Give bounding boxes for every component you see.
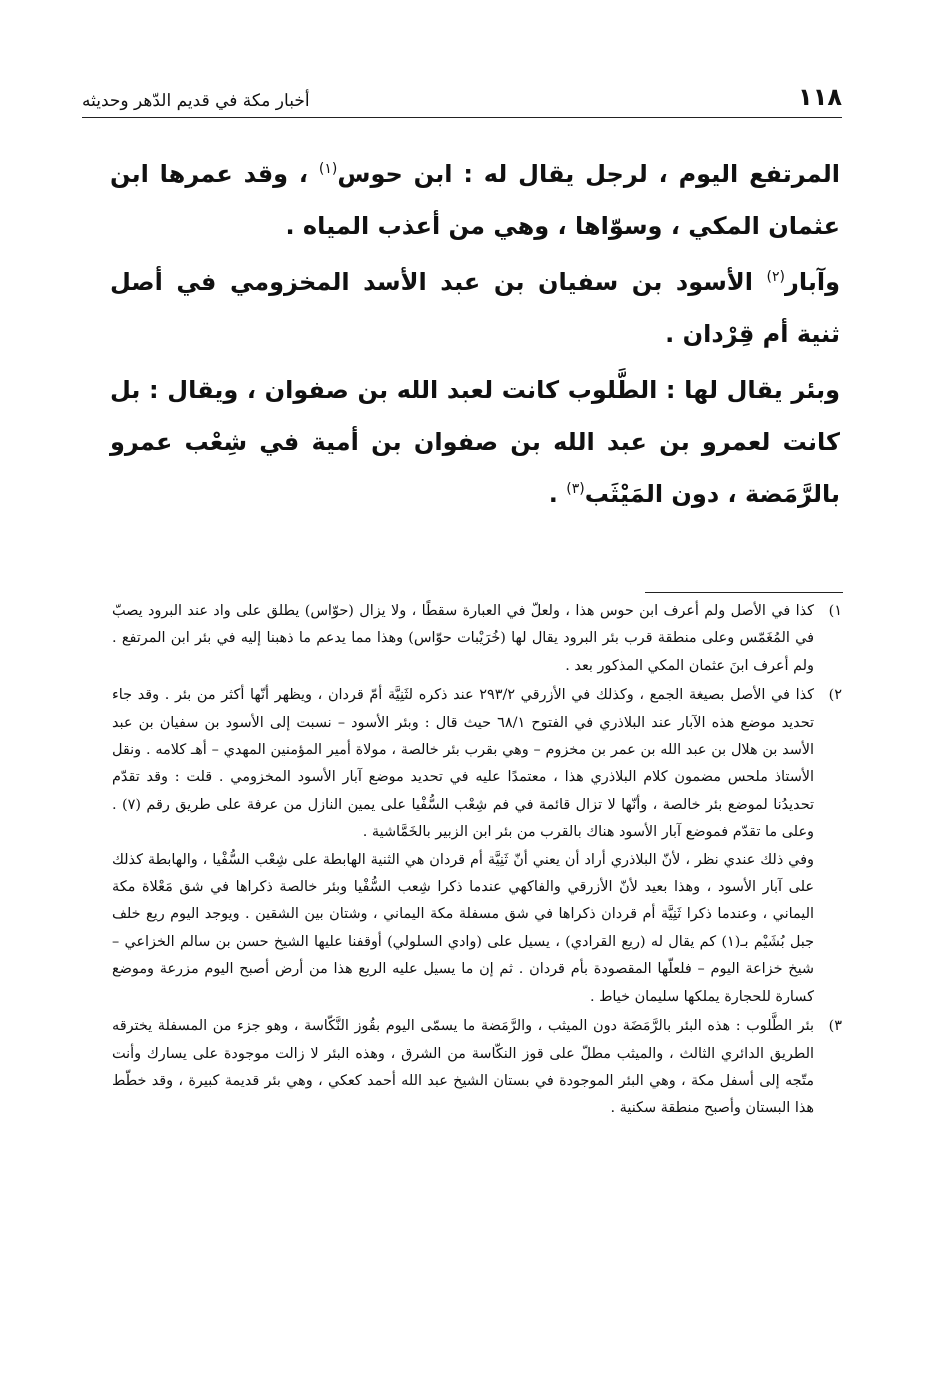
footnote-2 <box>112 682 842 1011</box>
footnote-number: ٢) <box>828 687 842 704</box>
footnote-text: بئر الطَّلوب : هذه البئر بالرَّمَضَة دون الميثب ، والرَّمَضة ما يسمّى اليوم بقُوز النَّكّاسة ، وهو جزء من المسفلة يخترقه الطريق الدائري الثالث ، والميثب مطلّ على قوز النكّاسة من الشرق ، وهذه البئر لا زالت موجودة على يسارك وأنت متّجه إلى أسفل مكة ، وهي البئر الموجودة في بستان الشيخ عبد الله أحمد كعكي ، وهي بئر قديمة كبيرة ، وقد خطّط هذا البستان وأصبح منطقة سكنية . <box>112 1018 814 1117</box>
footnote-1 <box>112 598 842 680</box>
footnote-separator <box>645 592 843 593</box>
main-paragraph-3 <box>110 364 840 520</box>
running-head <box>82 78 842 118</box>
main-text-run: وآبار <box>785 268 840 296</box>
footnote-3 <box>112 1013 842 1123</box>
footnote-ref-2: (٢) <box>766 269 786 285</box>
footnote-ref-3: (٣) <box>566 481 585 497</box>
main-paragraph-1 <box>110 148 840 252</box>
footnote-number: ٣) <box>828 1018 842 1035</box>
main-text-run: . <box>548 480 567 508</box>
footnote-ref-1: (١) <box>318 161 338 177</box>
main-text-run: ، وقد عمرها ابن عثمان المكي ، وسوّاها ، وهي من أعذب المياه . <box>110 160 840 240</box>
footnotes <box>112 598 842 1125</box>
footnote-text: كذا في الأصل بصيغة الجمع ، وكذلك في الأزرقي ٢٩٣/٢ عند ذكره لثَنِيَّة أمّ قردان ، ويظهر أنّها أكثر من بئر . وقد جاء تحديد موضع هذه الآبار عند البلاذري في الفتوح ٦٨/١ حيث قال : وبئر الأسود – نسبت إلى الأسود بن سفيان بن عبد الأسد بن هلال بن عبد الله بن عمر بن مخزوم – وهي بقرب بئر خالصة ، مولاة أمير المؤمنين المهدي – أهـ كلامه . ونقل الأستاذ ملحس مضمون كلام البلاذري هذا ، معتمدًا عليه في تحديد موضع آبار الأسود المخزومي . قلت : وقد تقدّم تحديدُنا لموضع بئر خالصة ، وأنّها لا تزال قائمة في فم شِعْب السُّفْيا على يمين النازل من عرفة على طريق رقم (٧) . وعلى ما تقدّم فموضع آبار الأسود هناك بالقرب من بئر ابن الزبير بالخَمَّاشية . <box>112 687 814 841</box>
footnote-text: كذا في الأصل ولم أعرف ابن حوس هذا ، ولعلّ في العبارة سقطًا ، ولا يزال (حوّاس) يطلق على واد عند البرود يصبّ في المُغَمّس وعلى منطقة قرب بئر البرود يقال لها (خُرَيْبات حوّاس) وهذا مما يدعم ما ذهبنا إليه في بئر ابن المرتفع . ولم أعرف ابنَ عثمان المكي المذكور بعد . <box>112 603 814 674</box>
main-text-run: المرتفع اليوم ، لرجل يقال له : ابن حوس <box>337 160 841 188</box>
footnote-text: وفي ذلك عندي نظر ، لأنّ البلاذري أراد أن يعني أنّ ثَنِيَّة أم قردان هي الثنية الهابطة على شِعْب السُّفْيا ، والهابطة كذلك على آبار الأسود ، وهذا بعيد لأنّ الأزرقي والفاكهي عندما ذكرا شِعب السُّفْيا وبئر خالصة ذكراها في شق مَعْلاة مكة اليماني ، وعندما ذكرا ثَنِيَّة أم قردان ذكراها في شق مسفلة مكة اليماني ، وشتان بين الشقين . ويوجد اليوم ريع خلف جبل بُشَيْم بـ(١) كم يقال له (ريع القرادي) ، يسيل على (وادي السلولي) أوقفنا عليها الشيخ حسن بن سالم الخزاعي – شيخ خزاعة اليوم – فلعلّها المقصودة بأم قردان . ثم إن ما يسيل عليه الريع هذا من أرض أصبح اليوم مزرعة وموضع كسارة للحجارة يملكها سليمان خياط . <box>112 851 814 1005</box>
main-text <box>110 148 840 520</box>
main-text-run: الأسود بن سفيان بن عبد الأسد المخزومي في أصل ثنية أم قِرْدان . <box>110 268 840 348</box>
running-title: أخبار مكة في قديم الدّهر وحديثه <box>82 91 310 111</box>
footnote-number: ١) <box>828 603 842 619</box>
page-number: ١١٨ <box>798 83 842 111</box>
main-paragraph-2 <box>110 256 840 360</box>
main-text-run: وبئر يقال لها : الطَّلوب كانت لعبد الله بن صفوان ، ويقال : بل كانت لعمرو بن عبد الله بن صفوان بن أمية في شِعْب عمرو بالرَّمَضة ، دون المَيْثَب <box>110 376 840 508</box>
